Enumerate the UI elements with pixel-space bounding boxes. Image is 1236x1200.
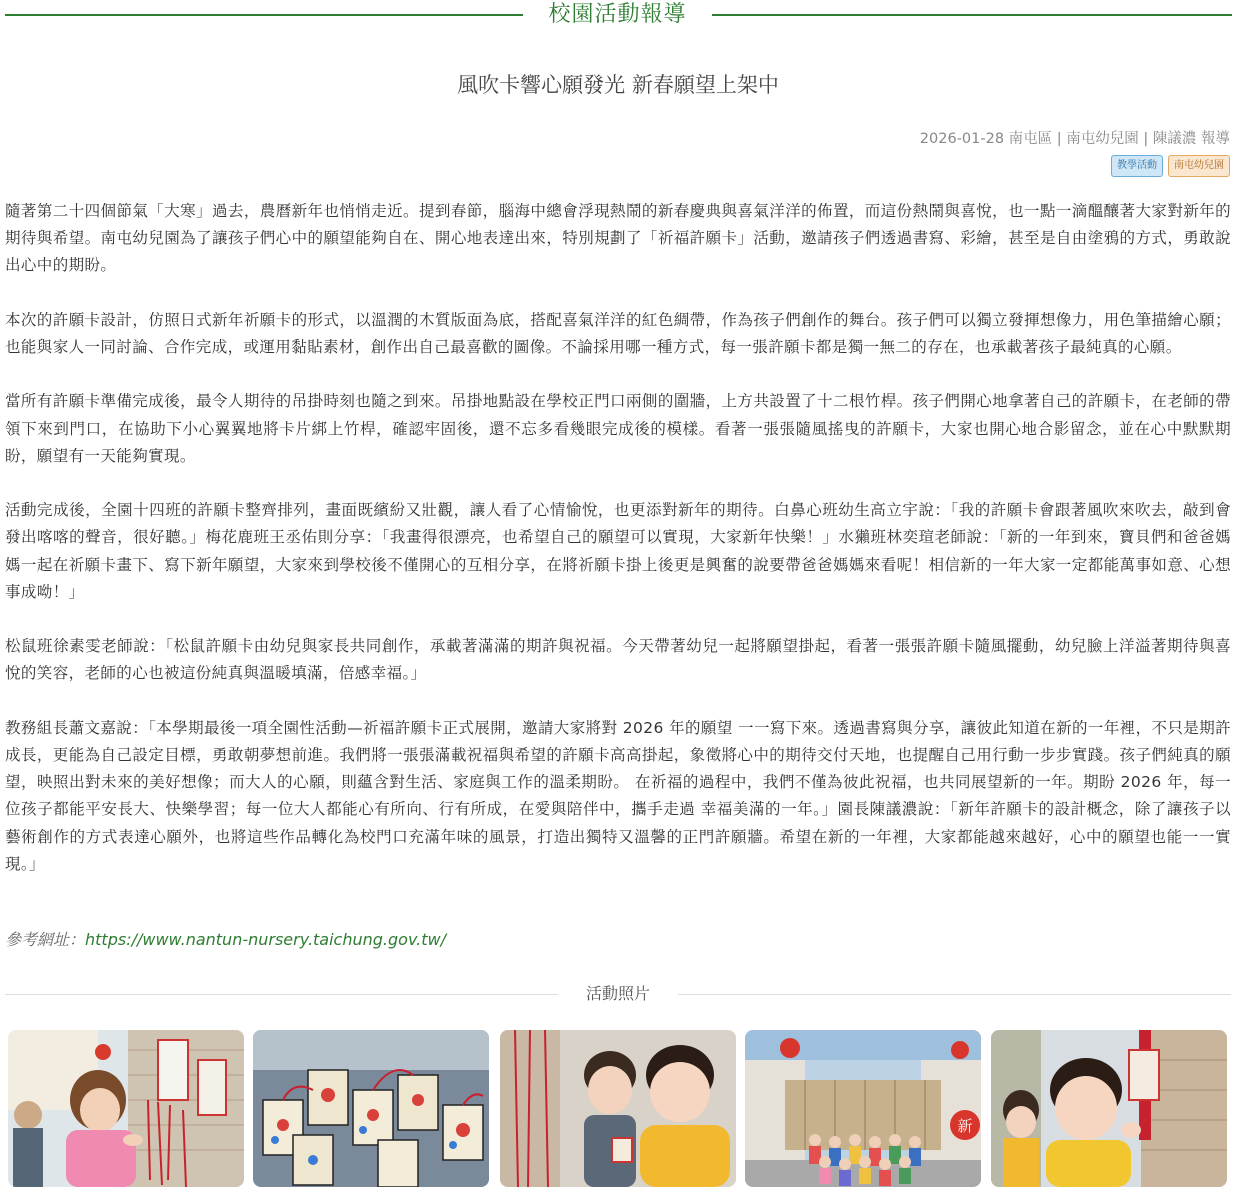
- tag-school[interactable]: 南屯幼兒園: [1168, 155, 1230, 177]
- paragraph: 本次的許願卡設計，仿照日式新年祈願卡的形式，以溫潤的木質版面為底，搭配喜氣洋洋的紅色綢帶，作為孩子們創作的舞台。孩子們可以獨立發揮想像力，用色筆描繪心願；也能與家人一同討論、合作完成，或運用黏貼素材，創作出自己最喜歡的圖像。不論採用哪一種方式，每一張許願卡都是獨一無二的存在，也承載著孩子最純真的心願。: [5, 310, 1231, 356]
- header-divider-right: [712, 14, 1232, 16]
- reference: [5, 927, 446, 953]
- tag-teaching-activity[interactable]: 教學活動: [1111, 155, 1163, 177]
- paragraph: 活動完成後，全園十四班的許願卡整齊排列，畫面既繽紛又壯觀，讓人看了心情愉悅，也更添對新年的期待。白鼻心班幼生高立宇說：「我的許願卡會跟著風吹來吹去，敲到會發出喀喀的聲音，很好聽。」梅花鹿班王丞佑則分享：「我畫得很漂亮，也希望自己的願望可以實現，大家新年快樂！」水獺班林奕瑄老師說：「新的一年到來，寶貝們和爸爸媽媽一起在祈願卡畫下、寫下新年願望，大家來到學校後不僅開心的互相分享，在將祈願卡掛上後更是興奮的說要帶爸爸媽媽來看呢！相信新的一年大家一定都能萬事如意、心想事成呦！」: [5, 501, 1231, 601]
- article-body: [5, 198, 1231, 905]
- photo-divider-left: [5, 994, 558, 995]
- paragraph: 松鼠班徐素雯老師說：「松鼠許願卡由幼兒與家長共同創作，承載著滿滿的期許與祝福。今天帶著幼兒一起將願望掛起，看著一張張許願卡隨風擺動，幼兒臉上洋溢著期待與喜悅的笑容，老師的心也被這份純真與溫暖填滿，倍感幸福。」: [5, 637, 1231, 683]
- section-title: 校園活動報導: [548, 2, 687, 27]
- article-title: 風吹卡響心願發光 新春願望上架中: [457, 73, 779, 97]
- paragraph: 隨著第二十四個節氣「大寒」過去，農曆新年也悄悄走近。提到春節，腦海中總會浮現熱鬧的新春慶典與喜氣洋洋的佈置，而這份熱鬧與喜悅，也一點一滴醞釀著大家對新年的期待與希望。南屯幼兒園為了讓孩子們心中的願望能夠自在、開心地表達出來，特別規劃了「祈福許願卡」活動，邀請孩子們透過書寫、彩繪，甚至是自由塗鴉的方式，勇敢說出心中的期盼。: [5, 202, 1231, 275]
- photo-girl-hanging-card[interactable]: [8, 1030, 244, 1187]
- reference-link[interactable]: https://www.nantun-nursery.taichung.gov.tw/: [85, 930, 446, 949]
- photo-section-header: [0, 982, 1236, 1008]
- photo-divider-right: [678, 994, 1231, 995]
- reference-label: 參考網址：: [5, 930, 86, 949]
- photo-boys-tying-cards[interactable]: [500, 1030, 736, 1187]
- header-divider-left: [5, 14, 523, 16]
- tag-list: [1111, 155, 1230, 177]
- section-header: [0, 0, 1236, 32]
- photo-wish-cards-on-table[interactable]: [253, 1030, 489, 1187]
- photo-gallery: [8, 1030, 1230, 1188]
- photo-group-at-wall[interactable]: [745, 1030, 981, 1187]
- svg-text:新: 新: [957, 1117, 973, 1135]
- paragraph: 當所有許願卡準備完成後，最令人期待的吊掛時刻也隨之到來。吊掛地點設在學校正門口兩側的圍牆，上方共設置了十二根竹桿。孩子們開心地拿著自己的許願卡，在老師的帶領下來到門口，在協助下小心翼翼地將卡片綁上竹桿，確認牢固後，還不忘多看幾眼完成後的模樣。看著一張張隨風搖曳的許願卡，大家也開心地合影留念，並在心中默默期盼，願望有一天能夠實現。: [5, 392, 1231, 465]
- photo-section-title: 活動照片: [585, 984, 650, 1003]
- photo-boy-at-card-wall[interactable]: [991, 1030, 1227, 1187]
- paragraph: 教務組長蕭文嘉說：「本學期最後一項全園性活動—祈福許願卡正式展開，邀請大家將對 2026 年的願望 一一寫下來。透過書寫與分享，讓彼此知道在新的一年裡，不只是期許成長，更能為自己設定目標，勇敢朝夢想前進。我們將一張張滿載祝福與希望的許願卡高高掛起，象徵將心中的期待交付天地，也提醒自己用行動一步步實踐。孩子們純真的願望，映照出對未來的美好想像；而大人的心願，則蘊含對生活、家庭與工作的溫柔期盼。 在祈福的過程中，我們不僅為彼此祝福，也共同展望新的一年。期盼 2026 年，每一位孩子都能平安長大、快樂學習；每一位大人都能心有所向、行有所成，在愛與陪伴中，攜手走過 幸福美滿的一年。」園長陳議濃說：「新年許願卡的設計概念，除了讓孩子以藝術創作的方式表達心願外，也將這些作品轉化為校門口充滿年味的風景，打造出獨特又溫馨的正門許願牆。希望在新的一年裡，大家都能越來越好，心中的願望也能一一實現。」: [5, 718, 1231, 873]
- article-meta: 2026-01-28 南屯區 | 南屯幼兒園 | 陳議濃 報導: [919, 131, 1230, 147]
